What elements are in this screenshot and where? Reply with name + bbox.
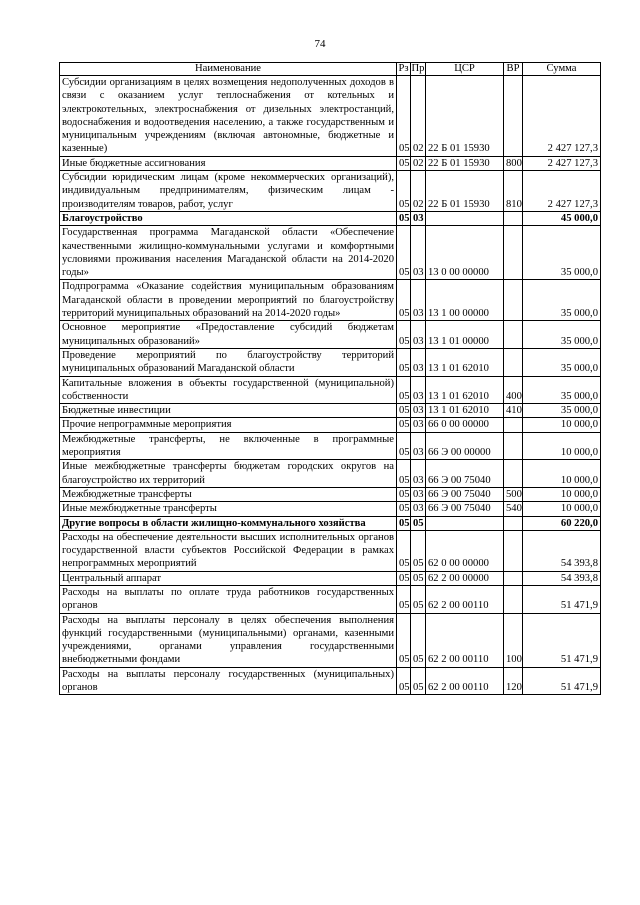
row-csr: 62 2 00 00110 [426, 667, 504, 695]
row-pr: 03 [411, 404, 426, 418]
table-row [60, 348, 601, 376]
row-pr: 05 [411, 585, 426, 613]
row-sum: 2 427 127,3 [523, 76, 601, 157]
table-row [60, 530, 601, 571]
row-rz: 05 [397, 432, 411, 460]
row-pr: 02 [411, 156, 426, 170]
row-pr: 05 [411, 516, 426, 530]
row-rz: 05 [397, 487, 411, 501]
row-vr [504, 211, 523, 225]
row-csr: 66 Э 00 75040 [426, 502, 504, 516]
row-sum: 60 220,0 [523, 516, 601, 530]
table-row [60, 585, 601, 613]
row-sum: 51 471,9 [523, 667, 601, 695]
table-header-row [60, 63, 601, 76]
row-csr: 13 1 01 00000 [426, 321, 504, 349]
table-row [60, 516, 601, 530]
table-row [60, 171, 601, 212]
row-pr: 05 [411, 530, 426, 571]
row-csr: 62 2 00 00110 [426, 585, 504, 613]
row-csr: 13 1 01 62010 [426, 376, 504, 404]
row-sum: 54 393,8 [523, 571, 601, 585]
row-name: Бюджетные инвестиции [60, 404, 397, 418]
row-name: Иные межбюджетные трансферты [60, 502, 397, 516]
row-name: Основное мероприятие «Предоставление субсидий бюджетам муниципальных образований» [60, 321, 397, 349]
header-csr: ЦСР [426, 63, 504, 76]
row-name: Расходы на выплаты персоналу в целях обеспечения выполнения функций государственными (муниципальными) органами, казенными учреждениями, органами управления государственными внебюджетными фондами [60, 613, 397, 667]
row-vr [504, 348, 523, 376]
row-pr: 03 [411, 460, 426, 488]
row-pr: 03 [411, 432, 426, 460]
row-name: Межбюджетные трансферты [60, 487, 397, 501]
row-rz: 05 [397, 516, 411, 530]
row-pr: 03 [411, 321, 426, 349]
row-vr [504, 460, 523, 488]
header-rz: Рз [398, 63, 409, 74]
row-vr: 400 [504, 376, 523, 404]
row-csr: 22 Б 01 15930 [426, 171, 504, 212]
row-vr: 100 [504, 613, 523, 667]
row-vr: 540 [504, 502, 523, 516]
row-csr: 62 2 00 00000 [426, 571, 504, 585]
row-csr: 13 1 00 00000 [426, 280, 504, 321]
table-row [60, 76, 601, 157]
row-rz: 05 [397, 211, 411, 225]
row-name: Расходы на выплаты персоналу государственных (муниципальных) органов [60, 667, 397, 695]
table-row [60, 418, 601, 432]
row-vr [504, 280, 523, 321]
row-vr [504, 432, 523, 460]
budget-table [59, 62, 601, 695]
row-sum: 54 393,8 [523, 530, 601, 571]
row-name: Центральный аппарат [60, 571, 397, 585]
row-sum: 51 471,9 [523, 613, 601, 667]
row-name: Благоустройство [60, 211, 397, 225]
row-rz: 05 [397, 418, 411, 432]
row-sum: 35 000,0 [523, 348, 601, 376]
row-rz: 05 [397, 502, 411, 516]
row-pr: 05 [411, 571, 426, 585]
row-vr [504, 321, 523, 349]
row-csr [426, 211, 504, 225]
table-row [60, 404, 601, 418]
table-row [60, 156, 601, 170]
row-rz: 05 [397, 348, 411, 376]
row-vr [504, 418, 523, 432]
row-pr: 03 [411, 348, 426, 376]
row-rz: 05 [397, 321, 411, 349]
page-number: 74 [314, 38, 326, 50]
row-csr: 13 1 01 62010 [426, 404, 504, 418]
table-row [60, 432, 601, 460]
row-sum: 2 427 127,3 [523, 156, 601, 170]
row-name: Подпрограмма «Оказание содействия муниципальным образованиям Магаданской области в проведении мероприятий по благоустройству территорий муниципальных образований на 2014-2020 годы» [60, 280, 397, 321]
table-row [60, 321, 601, 349]
row-rz: 05 [397, 171, 411, 212]
row-sum: 10 000,0 [523, 432, 601, 460]
header-pr: Пр [411, 63, 425, 74]
row-pr: 02 [411, 76, 426, 157]
table-row [60, 460, 601, 488]
row-csr: 66 Э 00 00000 [426, 432, 504, 460]
table-row [60, 613, 601, 667]
row-name: Субсидии организациям в целях возмещения недополученных доходов в связи с оказанием услуг теплоснабжения от котельных и электрокотельных, электроснабжения от дизельных электростанций, водоснабжения и водоотведения населению, а также государственным и муниципальным учреждениям (включая автономные, бюджетные и казенные) [60, 76, 397, 157]
table-row [60, 226, 601, 280]
row-rz: 05 [397, 156, 411, 170]
row-sum: 10 000,0 [523, 418, 601, 432]
row-name: Капитальные вложения в объекты государственной (муниципальной) собственности [60, 376, 397, 404]
row-pr: 03 [411, 226, 426, 280]
row-rz: 05 [397, 404, 411, 418]
row-vr [504, 571, 523, 585]
row-csr: 22 Б 01 15930 [426, 76, 504, 157]
table-row [60, 667, 601, 695]
header-sum: Сумма [523, 63, 601, 76]
row-name: Проведение мероприятий по благоустройству территорий муниципальных образований Магаданской области [60, 348, 397, 376]
row-rz: 05 [397, 613, 411, 667]
row-vr [504, 585, 523, 613]
row-name: Межбюджетные трансферты, не включенные в программные мероприятия [60, 432, 397, 460]
row-name: Другие вопросы в области жилищно-коммунального хозяйства [60, 516, 397, 530]
header-vr: ВР [504, 63, 523, 76]
row-csr [426, 516, 504, 530]
row-csr: 13 1 01 62010 [426, 348, 504, 376]
row-pr: 03 [411, 211, 426, 225]
header-name: Наименование [60, 63, 397, 76]
row-pr: 03 [411, 418, 426, 432]
row-vr [504, 516, 523, 530]
row-csr: 66 0 00 00000 [426, 418, 504, 432]
row-vr: 410 [504, 404, 523, 418]
row-vr [504, 226, 523, 280]
row-sum: 10 000,0 [523, 460, 601, 488]
row-rz: 05 [397, 571, 411, 585]
row-pr: 05 [411, 667, 426, 695]
row-sum: 35 000,0 [523, 226, 601, 280]
row-vr: 500 [504, 487, 523, 501]
row-sum: 2 427 127,3 [523, 171, 601, 212]
row-rz: 05 [397, 460, 411, 488]
row-sum: 51 471,9 [523, 585, 601, 613]
row-csr: 22 Б 01 15930 [426, 156, 504, 170]
row-name: Иные бюджетные ассигнования [60, 156, 397, 170]
table-row [60, 211, 601, 225]
row-rz: 05 [397, 667, 411, 695]
row-sum: 10 000,0 [523, 487, 601, 501]
table-row [60, 571, 601, 585]
row-csr: 66 Э 00 75040 [426, 487, 504, 501]
row-name: Государственная программа Магаданской области «Обеспечение качественными жилищно-коммунальными услугами и комфортными условиями проживания населения Магаданской области на 2014-2020 годы» [60, 226, 397, 280]
row-pr: 03 [411, 280, 426, 321]
row-sum: 35 000,0 [523, 280, 601, 321]
table-row [60, 280, 601, 321]
row-vr [504, 76, 523, 157]
row-vr: 120 [504, 667, 523, 695]
row-pr: 05 [411, 613, 426, 667]
row-vr [504, 530, 523, 571]
row-name: Расходы на обеспечение деятельности высших исполнительных органов государственной власти субъектов Российской Федерации в рамках непрограммных мероприятий [60, 530, 397, 571]
table-row [60, 376, 601, 404]
row-csr: 66 Э 00 75040 [426, 460, 504, 488]
row-name: Расходы на выплаты по оплате труда работников государственных органов [60, 585, 397, 613]
row-csr: 62 2 00 00110 [426, 613, 504, 667]
row-csr: 62 0 00 00000 [426, 530, 504, 571]
row-name: Субсидии юридическим лицам (кроме некоммерческих организаций), индивидуальным предпринимателям, физическим лицам - производителям товаров, работ, услуг [60, 171, 397, 212]
row-sum: 35 000,0 [523, 376, 601, 404]
row-name: Прочие непрограммные мероприятия [60, 418, 397, 432]
row-rz: 05 [397, 280, 411, 321]
row-vr: 810 [504, 171, 523, 212]
table-row [60, 502, 601, 516]
row-pr: 03 [411, 502, 426, 516]
row-name: Иные межбюджетные трансферты бюджетам городских округов на благоустройство их территорий [60, 460, 397, 488]
row-rz: 05 [397, 76, 411, 157]
row-pr: 03 [411, 487, 426, 501]
row-sum: 45 000,0 [523, 211, 601, 225]
row-rz: 05 [397, 376, 411, 404]
table-row [60, 487, 601, 501]
row-rz: 05 [397, 585, 411, 613]
row-vr: 800 [504, 156, 523, 170]
row-csr: 13 0 00 00000 [426, 226, 504, 280]
row-sum: 35 000,0 [523, 404, 601, 418]
row-pr: 03 [411, 376, 426, 404]
row-pr: 02 [411, 171, 426, 212]
row-sum: 10 000,0 [523, 502, 601, 516]
row-rz: 05 [397, 530, 411, 571]
row-rz: 05 [397, 226, 411, 280]
row-sum: 35 000,0 [523, 321, 601, 349]
